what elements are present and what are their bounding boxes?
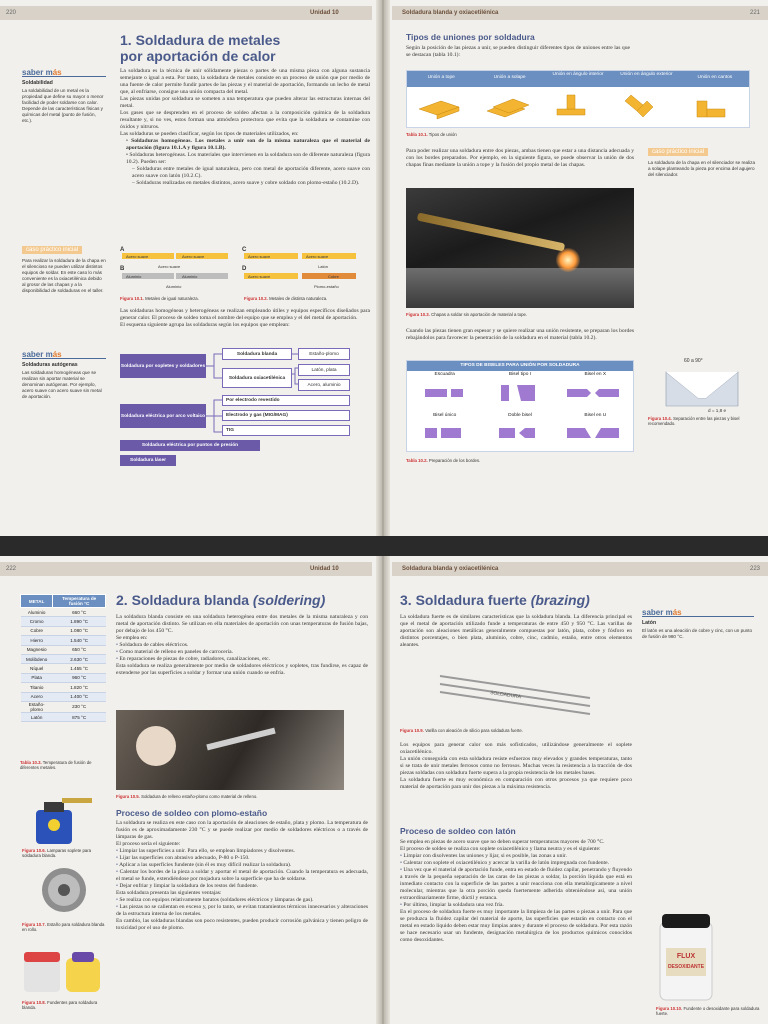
table-row	[21, 617, 106, 626]
caso-practico-text: Para realizar la soldadura de la chapa en el silencioso se pueden utilizar distintos equipos de soldar. En este caso lo más conveniente es la oxiacetilénica debido al grosor de las chapas y a la disponibilidad de soldaduras en el taller.	[22, 258, 106, 293]
page-number: 222	[6, 566, 17, 572]
uniones-col: Unión en cantos	[697, 75, 733, 80]
right-page-header	[392, 6, 768, 20]
table-row	[21, 654, 106, 663]
temperature-cell: 1.890 °C	[53, 617, 106, 626]
metal-cell: Cromo	[21, 617, 53, 626]
saber-mas-subtitle: Latón	[642, 620, 657, 626]
scheme-tig: TIG	[222, 425, 350, 436]
section-title: 1. Soldadura de metales por aportación de calor	[120, 32, 281, 64]
advantages-list: • Se realiza con equipos relativamente baratos (soldadores eléctricos y lámparas de gas). • Las piezas no se calientan en exceso y, por lo tanto, se evitan tratamientos térmicos innecesarios y alteraciones de la estructura interna de los metales.	[116, 897, 368, 918]
scheme-connector	[292, 352, 298, 386]
svg-text:Acero suave: Acero suave	[306, 254, 329, 259]
section3-process: Se emplea en piezas de acero suave que no deben superar temperaturas mayores de 700 °C. El proceso de soldeo se realiza con soplete oxiacetilénico y llama neutra y es el siguiente: • Limpiar con disolventes las uniones y lijar, si es posible, las zonas a unir. • Calentar con soplete el oxiacetilénico y acercar la varilla de latón impregnada con fundente. • Una vez que el material de aportación funde, entra en estado de fluidez capilar, penetrando y fluyendo a través de la pequeña separación de las caras de las piezas a soldar, la porción líquida que está en inmediato contacto con la superficie de las partes a unir reacciona con ella metalúrgicamente a nivel molecular, mientras que la otra porción queda fuertemente adherida obteniéndose así, una unión extraordinariamente firme, dúctil y estanca. • Por último, limpiar la soldadura una vez fría. En el proceso de soldadura fuerte es muy importante la limpieza de las partes o piezas a unir. Para que se produzca la fluidez capilar del material de aporte, las superficies que estarán en contacto con el metal en estado líquido deben estar muy limpias antes y durante el proceso de soldadura. Por esta razón se hace necesario usar un fundente, designación metalúrgica de los productos químicos conocidos como desoxidantes.	[400, 839, 632, 944]
right-page-header	[392, 562, 768, 576]
biseles-row-labels: Bisel único Doble bisel Bisel en U	[433, 413, 607, 418]
svg-text:DESOXIDANTE: DESOXIDANTE	[667, 964, 705, 970]
biseles-title: TIPOS DE BISELES PARA UNIÓN POR SOLDADURA	[407, 361, 633, 371]
figure-caption: Figura 10.4. Separación entre las piezas y bisel recomendado.	[648, 416, 740, 426]
metal-cell: Hierro	[21, 636, 53, 645]
saber-mas-label: saber más	[642, 610, 754, 617]
figure-caption: Figura 10.8. Fundentes para soldadura blanda.	[22, 1000, 98, 1010]
temperature-cell: 650 °C	[53, 645, 106, 654]
process-steps: • Limpiar las superficies a unir. Para ello, se emplean limpiadores y disolventes. • Lijar las superficies con abrasivo adecuado, P-80 o P-150. • Aplicar a las superficies fundente (sin él es muy difícil realizar la soldadura). • Calentar los bordes de la pieza a soldar y aportar el metal de aportación. Cuando la temperatura es adecuada, el metal se funde, extendiéndose por mojadura sobre la superficie que ha de soldarse. • Dejar enfriar y limpiar la soldadura de los restos del fundente.	[116, 848, 368, 890]
figure-caption: Figura 10.5. Soldadura de relleno estaño-plomo como material de relleno.	[116, 794, 258, 799]
table-row	[21, 701, 106, 712]
section3-body-2: Los equipos para generar calor son más sofisticados, utilizándose generalmente el soplete oxiacetilénico. La unión conseguida con esta soldadura resiste esfuerzos muy elevados y grandes temperaturas, tanto si se trata de unir metales ferrosos como no ferrosos. Muchas veces la resistencia a la tracción de dos piezas soldadas con soldadura fuerte supera a la propia resistencia de los metales bases. La soldadura fuerte es muy económica en comparación con otros procesos ya que requiere poco material de aportación para unir dos piezas a la máxima resistencia.	[400, 742, 632, 790]
svg-text:Aluminio: Aluminio	[166, 284, 182, 289]
metal-cell: Acero	[21, 692, 53, 701]
table-row	[21, 712, 106, 721]
scheme-oxi: Soldadura oxiacetilénica	[222, 368, 292, 388]
section-subtitle: Proceso de soldeo con latón	[400, 826, 516, 836]
svg-text:Acero suave: Acero suave	[248, 274, 271, 279]
book-gutter	[376, 0, 390, 536]
section-title: 3. Soldadura fuerte (brazing)	[400, 592, 590, 608]
uniones-col: Unión a tope	[427, 75, 455, 80]
metal-cell: Cobre	[21, 626, 53, 635]
welding-photo	[406, 188, 634, 308]
table-caption: Tabla 10.3. Temperatura de fusión de diferentes metales.	[20, 760, 92, 770]
temperature-cell: 875 °C	[53, 712, 106, 721]
scheme-acero: Acero, aluminio	[298, 379, 350, 391]
uniones-col: Unión en ángulo exterior	[620, 72, 673, 77]
section1-body: La soldadura es la técnica de unir sólidamente piezas o partes de una misma pieza con alguna sustancia semejante o igual a esta. Por tanto, la soldadura de metales consiste en un proceso de unión que por medio de una fuente de calor permite fundir partes de las piezas y el material de aportación, formando un lecho de metal que, al enfriarse, consigue una unión compacta del metal. Las piezas unidas por soldadura se someten a una temperatura que pueden alterar las estructuras internas del metal. Los gases que se desprenden en el proceso de soldeo afectan a la composición química de la soldadura resultante y, si no ves, estos forman una atmósfera protectora que evita que la soldadura se contamine con óxidos y nitruros. Las soldaduras se pueden clasificar, según los tipos de materiales utilizados, en: • Soldaduras homogéneas. Los metales a unir son de la misma naturaleza que el material de aportación (figura 10.1.A y figura 10.1.B). • Soldaduras heterogéneas. Los materiales que intervienen en la soldadura son de diferente naturaleza (figura 10.2). Pueden ser: – Soldaduras entre metales de igual naturaleza, pero con metal de aportación diferente, acero suave con acero suave con latón (10.2.C). – Soldaduras realizadas en metales distintos, acero suave y cobre soldado con plomo-estaño (10.2.D).	[120, 68, 371, 186]
saber-mas-subtitle: Soldaduras autógenas	[22, 362, 78, 368]
saber-mas-text: La soldabilidad de un metal es la propiedad que define su mayor o menor facilidad de poder soldarse con calor. Depende de las características físicas y químicas del metal (punto de fusión, etc.).	[22, 88, 104, 123]
svg-text:Acero suave: Acero suave	[248, 254, 271, 259]
figure-caption: Figura 10.1. Metales de igual naturaleza.	[120, 296, 199, 301]
table-row	[21, 626, 106, 635]
unit-label: Unidad 10	[310, 10, 339, 16]
table-row	[21, 664, 106, 673]
temperature-cell: 1.820 °C	[53, 683, 106, 692]
table-header: METAL	[21, 595, 53, 608]
svg-text:D: D	[242, 266, 247, 272]
biseles-row-labels: Escuadra Bisel tipo I Bisel en X	[434, 372, 607, 377]
uniones-col: Unión en ángulo interior	[552, 72, 604, 77]
process-steps: • Limpiar con disolventes las uniones y lijar, si es posible, las zonas a unir. • Calentar con soplete el oxiacetilénico y acercar la varilla de latón impregnada con fundente. • Una vez que el material de aportación funde, entra en estado de fluidez capilar, penetrando y fluyendo a través de la pequeña separación de las caras de las piezas a soldar, la porción líquida que está en inmediato contacto con la superficie de las partes a unir reacciona con ella metalúrgicamente a nivel molecular, mientras que la otra porción queda fuertemente adherida obteniéndose así, una unión extraordinariamente firme, dúctil y estanca. • Por último, limpiar la soldadura una vez fría.	[400, 853, 632, 909]
scheme-connector	[206, 398, 222, 434]
uniones-intro: Según la posición de las piezas a unir, se pueden distinguir diferentes tipos de uniones entre las que se destacan (tabla 10.1):	[406, 45, 630, 58]
temperature-cell: 660 °C	[53, 608, 106, 617]
figure-caption: Figura 10.3. Chapas a soldar sin aportación de material a tope.	[406, 312, 528, 317]
figure-caption: Figura 10.9. Varilla con aleación de silicio para soldadura fuerte.	[400, 728, 523, 733]
metal-diagram	[118, 244, 368, 300]
svg-text:60 a 90°: 60 a 90°	[684, 358, 703, 364]
svg-text:FLUX: FLUX	[676, 953, 696, 960]
figure-caption: Figura 10.6. Lamparas soplete para soldadura blanda.	[22, 848, 92, 858]
bisel-diagram	[648, 354, 758, 414]
svg-text:Plomo-estaño: Plomo-estaño	[314, 284, 339, 289]
bottom-spread	[0, 556, 768, 1024]
biseles-drawings	[407, 420, 633, 448]
saber-mas-subtitle: Soldabilidad	[22, 80, 53, 86]
svg-text:Acero suave: Acero suave	[158, 264, 181, 269]
saber-mas-box	[22, 352, 106, 400]
table-row	[21, 683, 106, 692]
uniones-col: Unión a solape	[493, 75, 526, 80]
table-row	[21, 636, 106, 645]
temperature-cell: 1.455 °C	[53, 664, 106, 673]
saber-mas-box	[22, 70, 106, 124]
left-page-header	[0, 562, 372, 576]
caso-practico-label: caso práctico inicial	[22, 246, 82, 254]
biseles-table	[406, 360, 634, 452]
scheme-connector	[206, 352, 222, 386]
figure-caption: Figura 10.2. Metales de distinta naturaleza.	[244, 296, 328, 301]
chapter-title: Soldadura blanda y oxiacetilénica	[402, 566, 499, 572]
scheme-laser: Soldadura láser	[120, 455, 176, 466]
table-row	[21, 608, 106, 617]
metal-cell: Molibdeno	[21, 654, 53, 663]
unit-label: Unidad 10	[310, 566, 339, 572]
right-body-2: Cuando las piezas tienen gran espesor y se quiere realizar una unión resistente, se preparan los bordes rebajándolos para favorecer la penetración de la soldadura en el material (tabla 10.2).	[406, 328, 634, 341]
saber-mas-label: saber más	[22, 70, 106, 77]
svg-text:d = 1,8 e: d = 1,8 e	[708, 408, 727, 413]
svg-text:Acero suave: Acero suave	[126, 254, 149, 259]
section2-body: La soldadura blanda consiste en una soldadura heterogénea entre dos metales de la misma naturaleza y con metal de aportación distinto. Se utilizan en ella materiales de aportación con unas temperaturas de fusión bajas, por debajo de los 450 °C. Se emplea en: • Soldadura de cables eléctricos. • Como material de relleno en paneles de carrocería. • En reparaciones de piezas de cobre, radiadores, canalizaciones, etc. Esta soldadura se realiza generalmente por medio de soldadores eléctricos y sopletes, tras fundirse, es capaz de extenderse por las superficies a soldar y formar una unión cuando se enfría.	[116, 614, 368, 677]
table-row	[21, 673, 106, 682]
brazing-rods-image	[430, 668, 600, 718]
metal-cell: Estaño-plomo	[21, 701, 53, 712]
temperature-cell: 960 °C	[53, 673, 106, 682]
caso-practico-label: caso práctico inicial	[648, 148, 708, 156]
svg-text:C: C	[242, 247, 247, 253]
svg-text:SOLDADURA: SOLDADURA	[489, 690, 522, 701]
caso-practico-box	[22, 246, 106, 294]
scheme-soplete: Soldadura por sopletes y soldadores	[120, 354, 206, 378]
caso-practico-box	[648, 148, 756, 178]
scheme-arco: Soldadura eléctrica por arco voltaico	[120, 404, 206, 428]
fusion-temperature-table	[20, 594, 106, 722]
uses-list: • Soldadura de cables eléctricos. • Como material de relleno en paneles de carrocería. • En reparaciones de piezas de cobre, radiadores, canalizaciones, etc.	[116, 642, 368, 663]
section3-body: La soldadura fuerte es de similares características que la soldadura blanda. La diferencia principal es que el metal de aportación utilizado funde a temperaturas de entre 450 y 950 °C. Las varillas de aportación son aleaciones metálicas generalmente compuestas por latón, plata, cobre y fósforo en distintos porcentajes, o bien plata, aluminio, cobre, cinc, cadmio, estaño, entre otros elementos aleantes.	[400, 614, 632, 648]
saber-mas-text: El latón es una aleación de cobre y cinc, con un punto de fusión de 980 °C.	[642, 628, 753, 639]
scheme-estano: Estaño-plomo	[298, 348, 350, 360]
metal-cell: Aluminio	[21, 608, 53, 617]
metal-cell: Níquel	[21, 664, 53, 673]
table-header: Temperatura de fusión °C	[53, 595, 106, 608]
svg-text:B: B	[120, 266, 125, 272]
table-caption: Tabla 10.2. Preparación de los bordes.	[406, 458, 481, 463]
svg-text:Aluminio: Aluminio	[182, 274, 198, 279]
flux-jars-image	[22, 950, 106, 994]
temperature-cell: 2.630 °C	[53, 654, 106, 663]
section-title: 2. Soldadura blanda (soldering)	[116, 592, 326, 608]
scheme-puntos: Soldadura eléctrica por puntos de presión	[120, 440, 260, 451]
svg-text:Acero suave: Acero suave	[182, 254, 205, 259]
scheme-laton: Latón, plata	[298, 364, 350, 376]
metal-cell: Latón	[21, 712, 53, 721]
scheme-blanda: Soldadura blanda	[222, 348, 292, 360]
temperature-cell: 1.400 °C	[53, 692, 106, 701]
uniones-table	[406, 70, 750, 128]
saber-mas-box	[642, 610, 754, 640]
svg-text:Aluminio: Aluminio	[126, 274, 142, 279]
table-row	[21, 692, 106, 701]
saber-mas-label: saber más	[22, 352, 106, 359]
metal-cell: Plata	[21, 673, 53, 682]
uniones-drawings	[407, 87, 749, 127]
page-number: 220	[6, 10, 17, 16]
figure-caption: Figura 10.10. Fundente o desoxidante para soldadura fuerte.	[656, 1006, 760, 1016]
scheme-mig: Electrodo y gas (MIG/MAG)	[222, 410, 350, 421]
temperature-cell: 1.080 °C	[53, 626, 106, 635]
svg-text:A: A	[120, 247, 125, 253]
section2-process: La soldadura se realiza en este caso con la aportación de aleaciones de estaño, plata y plomo. La temperatura de fusión es de aproximadamente 230 °C y se puede realizar por medio de soldadores eléctricos o a través de lámparas de gas. El proceso sería el siguiente: • Limpiar las superficies a unir. Para ello, se emplean limpiadores y disolventes. • Lijar las superficies con abrasivo adecuado, P-80 o P-150. • Aplicar a las superficies fundente (sin él es muy difícil realizar la soldadura). • Calentar los bordes de la pieza a soldar y aportar el metal de aportación. Cuando la temperatura es adecuada, el metal se funde, extendiéndose por mojadura sobre la superficie que ha de soldarse. • Dejar enfriar y limpiar la soldadura de los restos del fundente. Esta soldadura presenta las siguientes ventajas: • Se realiza con equipos relativamente baratos (soldadores eléctricos y lámparas de gas). • Las piezas no se calientan en exceso y, por lo tanto, se evitan tratamientos térmicos innecesarios y alteraciones de la estructura interna de los metales. En cambio, las soldaduras blandas son poco resistentes, pueden producir corrosión galvánica y tienen peligro de toxicidad por el uso de plomo.	[116, 820, 368, 932]
caso-practico-text: La soldadura de la chapa en el silenciador se realiza a solape planteando la pieza por encima del agujero del silenciador.	[648, 160, 756, 177]
solder-roll-image	[34, 864, 94, 916]
svg-text:Latón: Latón	[318, 264, 329, 269]
uniones-header-row	[407, 71, 749, 87]
table-row	[21, 645, 106, 654]
table-caption: Tabla 10.1. Tipos de unión	[406, 132, 457, 137]
metal-cell: Magnesio	[21, 645, 53, 654]
left-page-header	[0, 6, 372, 20]
welding-photo	[116, 710, 344, 790]
section-subtitle: Proceso de soldeo con plomo-estaño	[116, 808, 268, 818]
figure-caption: Figura 10.7. Estaño para soldadura blanda en rollo.	[22, 922, 105, 932]
temperature-cell: 230 °C	[53, 701, 106, 712]
section1-body-2: Las soldaduras homogéneas y heterogéneas se realizan empleando útiles y equipos específicos diseñados para generar calor. El proceso de soldeo toma el nombre del equipo que se emplea y el del metal de aportación. El esquema siguiente agrupa las soldaduras según los equipos que emplean:	[120, 308, 370, 328]
metal-cell: Titanio	[21, 683, 53, 692]
svg-text:Cobre: Cobre	[328, 274, 339, 279]
page-number: 221	[749, 10, 760, 16]
biseles-drawings	[407, 379, 633, 407]
book-gutter	[376, 556, 390, 1024]
scheme-electrodo: Por electrodo revestido	[222, 395, 350, 406]
chapter-title: Soldadura blanda y oxiacetilénica	[402, 10, 499, 16]
saber-mas-text: Las soldaduras homogéneas que se realizan sin aportar material se denominan autógenas. Por ejemplo, acero suave con acero suave sin metal de aportación.	[22, 370, 102, 399]
right-body-1: Para poder realizar una soldadura entre dos piezas, ambas tienen que estar a una distancia adecuada y con los bordes preparados. Por ejemplo, en la siguiente figura, se puede observar la unión de dos chapas finas mediante la unión a tope y la fusión del propio metal de las chapas.	[406, 148, 634, 168]
page-number: 223	[749, 566, 760, 572]
section-subtitle: Tipos de uniones por soldadura	[406, 32, 535, 42]
blowtorch-image	[24, 780, 104, 850]
flux-container-image	[656, 912, 716, 1004]
temperature-cell: 1.540 °C	[53, 636, 106, 645]
